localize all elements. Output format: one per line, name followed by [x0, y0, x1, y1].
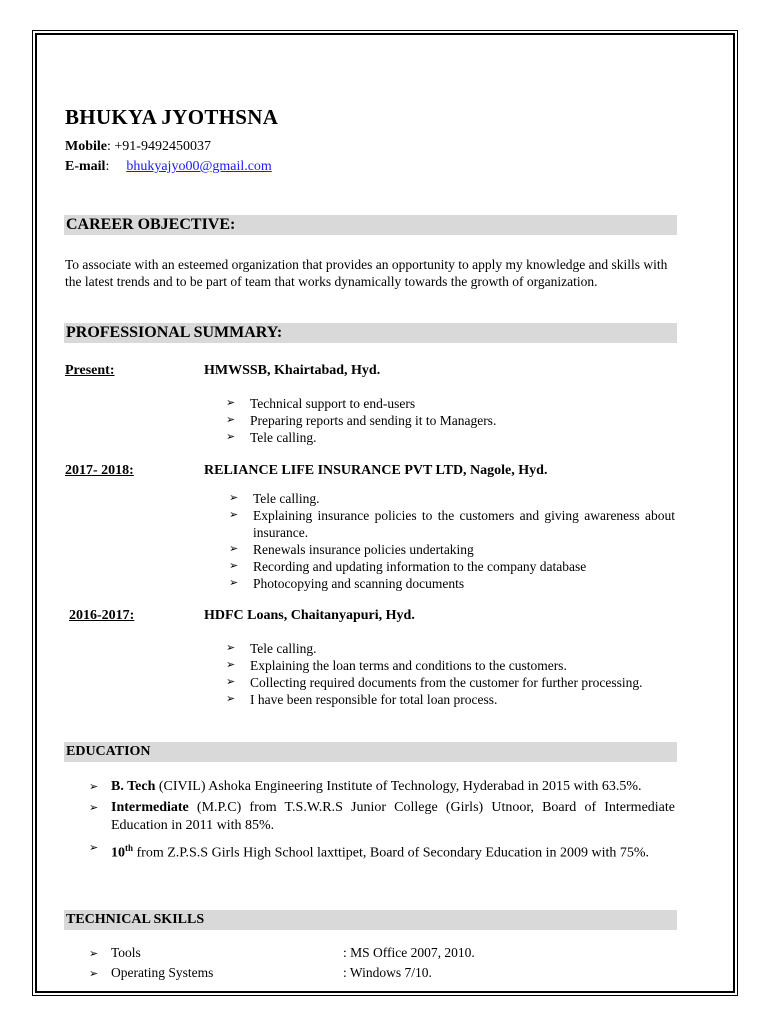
list-item: ➢ Recording and updating information to the company database	[229, 559, 587, 574]
skill-value: : MS Office 2007, 2010.	[343, 945, 475, 960]
arrow-bullet-icon: ➢	[226, 659, 236, 671]
job-company: HMWSSB, Khairtabad, Hyd.	[204, 363, 381, 378]
arrow-bullet-icon: ➢	[229, 560, 239, 572]
email-line: E-mail: bhukyajyo00@gmail.com	[65, 159, 272, 174]
arrow-bullet-icon: ➢	[89, 781, 99, 793]
mobile-line: Mobile: +91-9492450037	[65, 139, 211, 154]
arrow-bullet-icon: ➢	[229, 509, 239, 521]
job-duties-list	[229, 490, 675, 592]
arrow-bullet-icon: ➢	[226, 414, 236, 426]
arrow-bullet-icon: ➢	[226, 642, 236, 654]
arrow-bullet-icon: ➢	[89, 948, 99, 960]
arrow-bullet-icon: ➢	[89, 842, 99, 854]
arrow-bullet-icon: ➢	[229, 492, 239, 504]
arrow-bullet-icon: ➢	[229, 577, 239, 589]
arrow-bullet-icon: ➢	[226, 397, 236, 409]
technical-skills-heading: TECHNICAL SKILLS	[64, 910, 677, 930]
arrow-bullet-icon: ➢	[226, 693, 236, 705]
candidate-name: BHUKYA JYOTHSNA	[65, 105, 279, 129]
professional-summary-heading: PROFESSIONAL SUMMARY:	[64, 323, 677, 343]
arrow-bullet-icon: ➢	[226, 431, 236, 443]
list-item: ➢ Tele calling.	[226, 430, 317, 445]
arrow-bullet-icon: ➢	[89, 802, 99, 814]
list-item: ➢ 10th from Z.P.S.S Girls High School laxttipet, Board of Secondary Education in 2009 with 75%.	[89, 838, 675, 864]
mobile-value: +91-9492450037	[114, 139, 211, 154]
arrow-bullet-icon: ➢	[226, 676, 236, 688]
list-item: ➢ Renewals insurance policies undertaking	[229, 542, 474, 557]
job-period: Present:	[65, 363, 115, 378]
education-list	[89, 778, 675, 867]
list-item: ➢ Explaining insurance policies to the customers and giving awareness about insurance.	[229, 508, 675, 540]
list-item: ➢ Intermediate (M.P.C) from T.S.W.R.S Junior College (Girls) Utnoor, Board of Intermediate Education in 2011 with 85%.	[89, 800, 675, 833]
list-item: ➢ Tele calling.	[226, 641, 317, 656]
list-item: ➢ Explaining the loan terms and conditions to the customers.	[226, 658, 567, 673]
mobile-label: Mobile	[65, 139, 107, 154]
skill-label: Tools	[111, 945, 141, 960]
skill-value: : Windows 7/10.	[343, 965, 432, 980]
list-item: ➢ I have been responsible for total loan process.	[226, 692, 498, 707]
list-item: ➢ Photocopying and scanning documents	[229, 576, 465, 591]
skill-row	[89, 945, 141, 961]
job-duties-list	[226, 395, 676, 446]
arrow-bullet-icon: ➢	[229, 543, 239, 555]
email-label: E-mail	[65, 159, 106, 174]
job-duties-list	[226, 640, 675, 708]
skill-row	[89, 965, 214, 981]
list-item: ➢ Preparing reports and sending it to Managers.	[226, 413, 497, 428]
skill-label: Operating Systems	[111, 965, 214, 980]
list-item: ➢ B. Tech (CIVIL) Ashoka Engineering Institute of Technology, Hyderabad in 2015 with 63.5%.	[89, 779, 642, 794]
arrow-bullet-icon: ➢	[89, 968, 99, 980]
job-company: RELIANCE LIFE INSURANCE PVT LTD, Nagole, Hyd.	[204, 463, 548, 478]
job-company: HDFC Loans, Chaitanyapuri, Hyd.	[204, 608, 415, 623]
education-heading: EDUCATION	[64, 742, 677, 762]
email-link[interactable]: bhukyajyo00@gmail.com	[126, 159, 272, 174]
list-item: ➢ Tele calling.	[229, 491, 320, 506]
list-item: ➢ Collecting required documents from the customer for further processing.	[226, 675, 643, 690]
job-period: 2016-2017:	[69, 608, 135, 623]
career-objective-text: To associate with an esteemed organization that provides an opportunity to apply my knowledge and skills with the latest trends and to be part of team that works dynamically towards the growth of organization.	[65, 257, 668, 289]
job-period: 2017- 2018:	[65, 463, 134, 478]
list-item: ➢ Technical support to end-users	[226, 396, 416, 411]
career-objective-heading: CAREER OBJECTIVE:	[64, 215, 677, 235]
